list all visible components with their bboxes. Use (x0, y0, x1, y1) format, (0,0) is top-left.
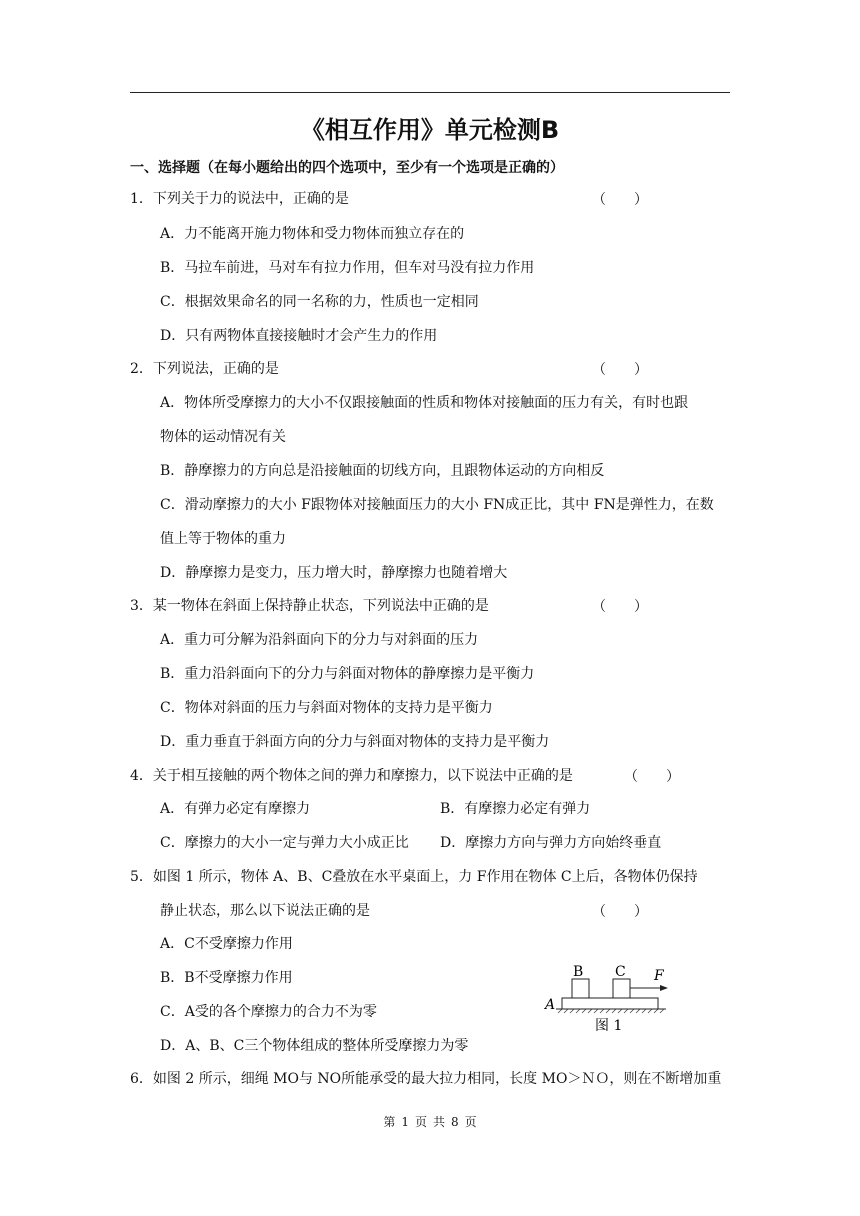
q1-stem: 1．下列关于力的说法中，正确的是 (130, 191, 349, 207)
q5-stem-line2: 静止状态，那么以下说法正确的是 (160, 903, 370, 919)
footer-page-number: 1 (401, 1115, 409, 1129)
q1-option-c: C．根据效果命名的同一名称的力，性质也一定相同 (160, 294, 479, 310)
q4-option-d: D．摩擦力方向与弹力方向始终垂直 (440, 835, 662, 851)
footer-of-word: 共 (433, 1115, 446, 1129)
q4-option-a: A．有弹力必定有摩擦力 (160, 801, 311, 817)
q3-option-c: C．物体对斜面的压力与斜面对物体的支持力是平衡力 (160, 700, 493, 716)
q4-option-c: C．摩擦力的大小一定与弹力大小成正比 (160, 835, 409, 851)
figure-1-diagram (540, 960, 680, 1040)
q5-answer-paren: （ ） (592, 904, 648, 920)
q4-option-b: B．有摩擦力必定有弹力 (440, 801, 591, 817)
q2-stem: 2．下列说法，正确的是 (130, 361, 279, 377)
q3-stem: 3．某一物体在斜面上保持静止状态，下列说法中正确的是 (130, 598, 489, 614)
q5-option-b: B．B不受摩擦力作用 (160, 970, 293, 986)
q3-answer-paren: （ ） (592, 599, 648, 615)
q2-option-d: D．静摩擦力是变力，压力增大时，静摩擦力也随着增大 (160, 565, 508, 581)
q1-option-b: B．马拉车前进，马对车有拉力作用，但车对马没有拉力作用 (160, 260, 535, 276)
q2-option-c-line1: C．滑动摩擦力的大小 F跟物体对接触面压力的大小 FN成正比，其中 FN是弹性力，在数 (160, 497, 714, 513)
q6-stem: 6．如图 2 所示，细绳 MO与 NO所能承受的最大拉力相同，长度 MO＞ＮＯ，则在不断增加重 (130, 1071, 722, 1087)
q5-stem-line1: 5．如图 1 所示，物体 A、B、C叠放在水平桌面上，力 F作用在物体 C上后，各物体仍保持 (130, 869, 698, 885)
block-a (562, 998, 658, 1009)
label-f: F (654, 968, 664, 984)
q5-option-c: C．A受的各个摩擦力的合力不为零 (160, 1004, 377, 1020)
header-rule (130, 92, 730, 93)
table-hatching (558, 1009, 664, 1013)
q3-option-b: B．重力沿斜面向下的分力与斜面对物体的静摩擦力是平衡力 (160, 666, 535, 682)
page-title: 《相互作用》单元检测B (300, 116, 560, 144)
q1-answer-paren: （ ） (592, 192, 648, 208)
section-heading: 一、选择题（在每小题给出的四个选项中，至少有一个选项是正确的） (130, 160, 564, 176)
q2-option-c-line2: 值上等于物体的重力 (160, 531, 286, 547)
block-c (613, 979, 630, 998)
q2-option-a-line2: 物体的运动情况有关 (160, 429, 286, 445)
q4-answer-paren: （ ） (624, 769, 680, 785)
q3-option-a: A．重力可分解为沿斜面向下的分力与对斜面的压力 (160, 632, 479, 648)
q5-option-d: D．A、B、C三个物体组成的整体所受摩擦力为零 (160, 1038, 469, 1054)
footer-total-unit: 页 (464, 1115, 477, 1129)
q2-answer-paren: （ ） (592, 362, 648, 378)
page-footer (0, 1113, 860, 1130)
q4-stem: 4．关于相互接触的两个物体之间的弹力和摩擦力，以下说法中正确的是 (130, 768, 573, 784)
label-b: B (573, 964, 584, 980)
force-arrow-head (660, 985, 668, 991)
q5-option-a: A．C不受摩擦力作用 (160, 936, 293, 952)
footer-total-pages: 8 (451, 1115, 459, 1129)
footer-page-word: 第 (383, 1115, 396, 1129)
q1-option-d: D．只有两物体直接接触时才会产生力的作用 (160, 328, 438, 344)
q3-option-d: D．重力垂直于斜面方向的分力与斜面对物体的支持力是平衡力 (160, 734, 550, 750)
q2-option-a-line1: A．物体所受摩擦力的大小不仅跟接触面的性质和物体对接触面的压力有关，有时也跟 (160, 395, 689, 411)
block-b (572, 979, 589, 998)
footer-page-unit: 页 (414, 1115, 427, 1129)
q1-option-a: A．力不能离开施力物体和受力物体而独立存在的 (160, 226, 465, 242)
label-a: A (545, 997, 556, 1013)
figure-1-caption: 图 1 (595, 1018, 623, 1034)
q2-option-b: B．静摩擦力的方向总是沿接触面的切线方向，且跟物体运动的方向相反 (160, 463, 605, 479)
label-c: C (615, 964, 626, 980)
